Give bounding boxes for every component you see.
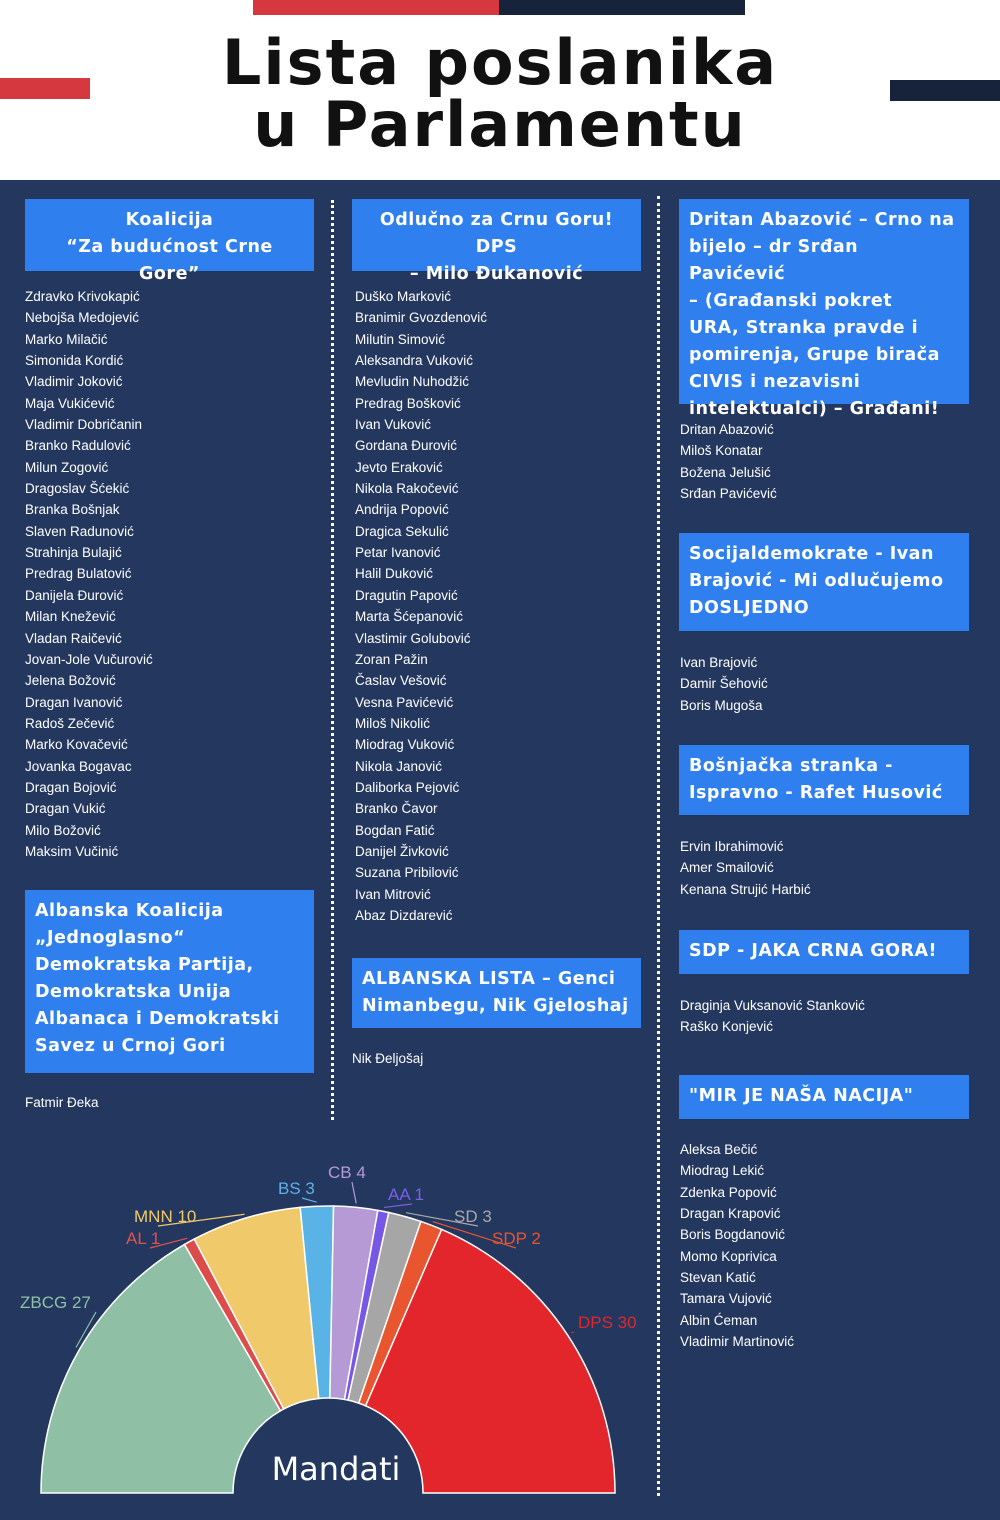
member-name: Vesna Pavićević: [355, 694, 454, 710]
column-divider-left: [331, 200, 334, 1120]
party-title-line: Odlučno za Crnu Goru! DPS: [379, 210, 614, 257]
member-name: Branko Radulović: [25, 438, 131, 454]
member-name: Jovanka Bogavac: [25, 758, 132, 774]
party-box-albanska-lista: [352, 958, 641, 1028]
member-name: Zoran Pažin: [355, 651, 428, 667]
party-title-line: „Jednoglasno“: [35, 928, 186, 948]
member-name: Dragutin Papović: [355, 587, 458, 603]
title-line-2: u Parlamentu: [253, 88, 747, 161]
member-name: Maja Vukićević: [25, 395, 115, 411]
party-title-line: DOSLJEDNO: [689, 598, 810, 618]
member-name: Zdravko Krivokapić: [25, 289, 140, 304]
member-name: Duško Marković: [355, 289, 452, 304]
member-name: Božena Jelušić: [680, 464, 771, 480]
member-list-zbcg: [25, 286, 153, 862]
party-box-ura: [679, 199, 969, 419]
member-name: Zdenka Popović: [680, 1184, 777, 1200]
party-title-line: Koalicija: [125, 210, 214, 230]
member-name: Vlastimir Golubović: [355, 630, 471, 646]
member-name: Marko Kovačević: [25, 737, 128, 753]
member-name: Miloš Konatar: [680, 443, 763, 459]
member-name: Kenana Strujić Harbić: [680, 881, 811, 897]
member-name: Branka Bošnjak: [25, 502, 120, 518]
member-name: Suzana Pribilović: [355, 865, 459, 881]
member-name: Miodrag Vuković: [355, 737, 455, 753]
member-name: Milan Knežević: [25, 609, 116, 625]
member-name: Milun Zogović: [25, 459, 109, 475]
member-list-dps: [355, 286, 487, 926]
member-name: Dragan Bojović: [25, 779, 117, 795]
member-name: Vladimir Martinović: [680, 1334, 795, 1350]
member-name: Maksim Vučinić: [25, 843, 119, 859]
member-name: Momo Koprivica: [680, 1248, 777, 1264]
party-title-line: bijelo – dr Srđan Pavićević: [689, 237, 859, 284]
party-title-line: Ispravno - Rafet Husović: [689, 783, 943, 803]
party-title-line: SDP - JAKA CRNA GORA!: [689, 941, 937, 961]
member-name: Miloš Nikolić: [355, 715, 431, 731]
member-name: Vladan Raičević: [25, 630, 122, 646]
member-name: Jovan-Jole Vučurović: [25, 651, 153, 667]
member-name: Nik Đeljošaj: [352, 1051, 424, 1066]
member-name: Andrija Popović: [355, 502, 449, 518]
member-list-albanska-lista: [352, 1048, 423, 1069]
member-name: Srđan Pavićević: [680, 486, 777, 502]
member-name: Aleksandra Vuković: [355, 353, 474, 369]
party-title-line: intelektualci) – Građani!: [689, 399, 940, 419]
member-name: Dragan Krapović: [680, 1206, 781, 1222]
member-name: Daliborka Pejović: [355, 779, 460, 795]
top-navy-bar: [499, 0, 745, 15]
party-box-bs: [679, 745, 969, 815]
member-name: Danijela Đurović: [25, 587, 124, 603]
member-name: Boris Bogdanović: [680, 1227, 786, 1243]
member-name: Nebojša Medojević: [25, 310, 140, 326]
member-name: Albin Ćeman: [680, 1312, 758, 1328]
party-title-line: – (Građanski pokret: [689, 291, 893, 311]
leader-dps: [571, 1332, 574, 1333]
member-name: Bogdan Fatić: [355, 822, 435, 838]
member-list-sdp: [680, 995, 865, 1038]
member-name: Petar Ivanović: [355, 545, 441, 561]
member-name: Radoš Zečević: [25, 715, 115, 731]
member-name: Milutin Simović: [355, 331, 446, 347]
member-name: Danijel Živković: [355, 843, 449, 859]
member-name: Marko Milačić: [25, 331, 108, 347]
chart-title: Mandati: [271, 1450, 401, 1488]
party-title-line: Dritan Abazović – Crno na: [689, 210, 955, 230]
member-name: Dragan Ivanović: [25, 694, 123, 710]
party-title-line: Albanska Koalicija: [35, 901, 224, 921]
member-name: Stevan Katić: [680, 1270, 756, 1286]
page-title: [0, 26, 1000, 161]
member-name: Strahinja Bulajić: [25, 545, 122, 561]
party-title-line: Savez u Crnoj Gori: [35, 1036, 226, 1056]
party-title-line: Socijaldemokrate - Ivan: [689, 544, 934, 564]
party-title-line: Albanaca i Demokratski: [35, 1009, 280, 1029]
member-name: Časlav Vešović: [355, 673, 447, 689]
leader-bs: [302, 1198, 317, 1202]
member-name: Branko Čavor: [355, 801, 438, 817]
label-sd: SD 3: [454, 1207, 492, 1226]
party-title-line: Nimanbegu, Nik Gjeloshaj: [362, 996, 629, 1016]
seats-chart: [0, 1140, 660, 1520]
member-name: Predrag Bulatović: [25, 566, 132, 582]
member-name: Abaz Dizdarević: [355, 907, 453, 923]
party-title-line: Bošnjačka stranka -: [689, 756, 893, 776]
member-list-sd: [680, 652, 768, 716]
member-name: Ivan Brajović: [680, 655, 758, 670]
party-title-line: “Za budućnost Crne Gore”: [66, 237, 273, 284]
leader-cb: [352, 1182, 356, 1203]
member-name: Amer Smailović: [680, 860, 774, 876]
member-list-mnn: [680, 1139, 794, 1352]
member-name: Branimir Gvozdenović: [355, 310, 488, 326]
label-cb: CB 4: [328, 1163, 366, 1182]
member-name: Dragoslav Šćekić: [25, 481, 130, 497]
member-name: Damir Šehović: [680, 676, 768, 692]
member-name: Dragan Vukić: [25, 801, 106, 817]
member-name: Raško Konjević: [680, 1019, 774, 1035]
member-name: Draginja Vuksanović Stanković: [680, 998, 865, 1013]
label-aa: AA 1: [388, 1185, 424, 1204]
member-name: Predrag Bošković: [355, 395, 461, 411]
party-box-dps: [352, 199, 641, 284]
party-title-line: Demokratska Unija: [35, 982, 232, 1002]
label-al: AL 1: [126, 1229, 161, 1248]
party-title-line: Brajović - Mi odlučujemo: [689, 571, 944, 591]
label-zbcg: ZBCG 27: [20, 1293, 91, 1312]
member-name: Dritan Abazović: [680, 422, 774, 437]
member-list-albanska-koalicija: [25, 1092, 99, 1113]
member-name: Nikola Janović: [355, 758, 443, 774]
party-title-line: – Milo Đukanović: [409, 264, 584, 284]
member-name: Ivan Mitrović: [355, 886, 431, 902]
party-title-line: URA, Stranka pravde i: [689, 318, 919, 338]
member-name: Fatmir Đeka: [25, 1095, 99, 1110]
member-name: Halil Duković: [355, 566, 434, 582]
party-box-zbcg: [25, 199, 314, 284]
member-name: Nikola Rakočević: [355, 481, 459, 497]
party-box-sdp: [679, 930, 969, 974]
member-name: Miodrag Lekić: [680, 1163, 765, 1179]
member-name: Gordana Đurović: [355, 438, 458, 454]
top-red-bar: [253, 0, 499, 15]
member-name: Jelena Božović: [25, 673, 116, 689]
member-name: Simonida Kordić: [25, 353, 124, 369]
title-line-1: Lista poslanika: [221, 26, 779, 99]
party-box-albanska-koalicija: [25, 890, 314, 1073]
label-dps: DPS 30: [578, 1313, 637, 1332]
member-name: Ervin Ibrahimović: [680, 839, 784, 854]
party-title-line: CIVIS i nezavisni: [689, 372, 861, 392]
party-box-mnn: [679, 1075, 969, 1119]
party-title-line: Demokratska Partija,: [35, 955, 254, 975]
member-name: Aleksa Bečić: [680, 1142, 758, 1157]
label-bs: BS 3: [278, 1179, 315, 1198]
member-list-bs: [680, 836, 811, 900]
leader-aa: [384, 1204, 412, 1207]
party-title-line: pomirenja, Grupe birača: [689, 345, 940, 365]
party-title-line: "MIR JE NAŠA NACIJA": [689, 1086, 914, 1106]
member-name: Mevludin Nuhodžić: [355, 374, 470, 390]
member-name: Vladimir Joković: [25, 374, 123, 390]
member-name: Dragica Sekulić: [355, 523, 449, 539]
member-name: Ivan Vuković: [355, 417, 432, 433]
member-name: Jevto Eraković: [355, 459, 443, 475]
party-title-line: ALBANSKA LISTA – Genci: [362, 969, 616, 989]
label-mnn: MNN 10: [134, 1207, 197, 1226]
member-name: Marta Šćepanović: [355, 609, 464, 625]
member-name: Tamara Vujović: [680, 1291, 772, 1307]
member-name: Vladimir Dobričanin: [25, 417, 143, 433]
member-name: Boris Mugoša: [680, 697, 763, 713]
party-box-sd: [679, 533, 969, 631]
member-name: Milo Božović: [25, 822, 101, 838]
label-sdp: SDP 2: [492, 1229, 541, 1248]
member-list-ura: [680, 419, 777, 504]
member-name: Slaven Radunović: [25, 523, 134, 539]
